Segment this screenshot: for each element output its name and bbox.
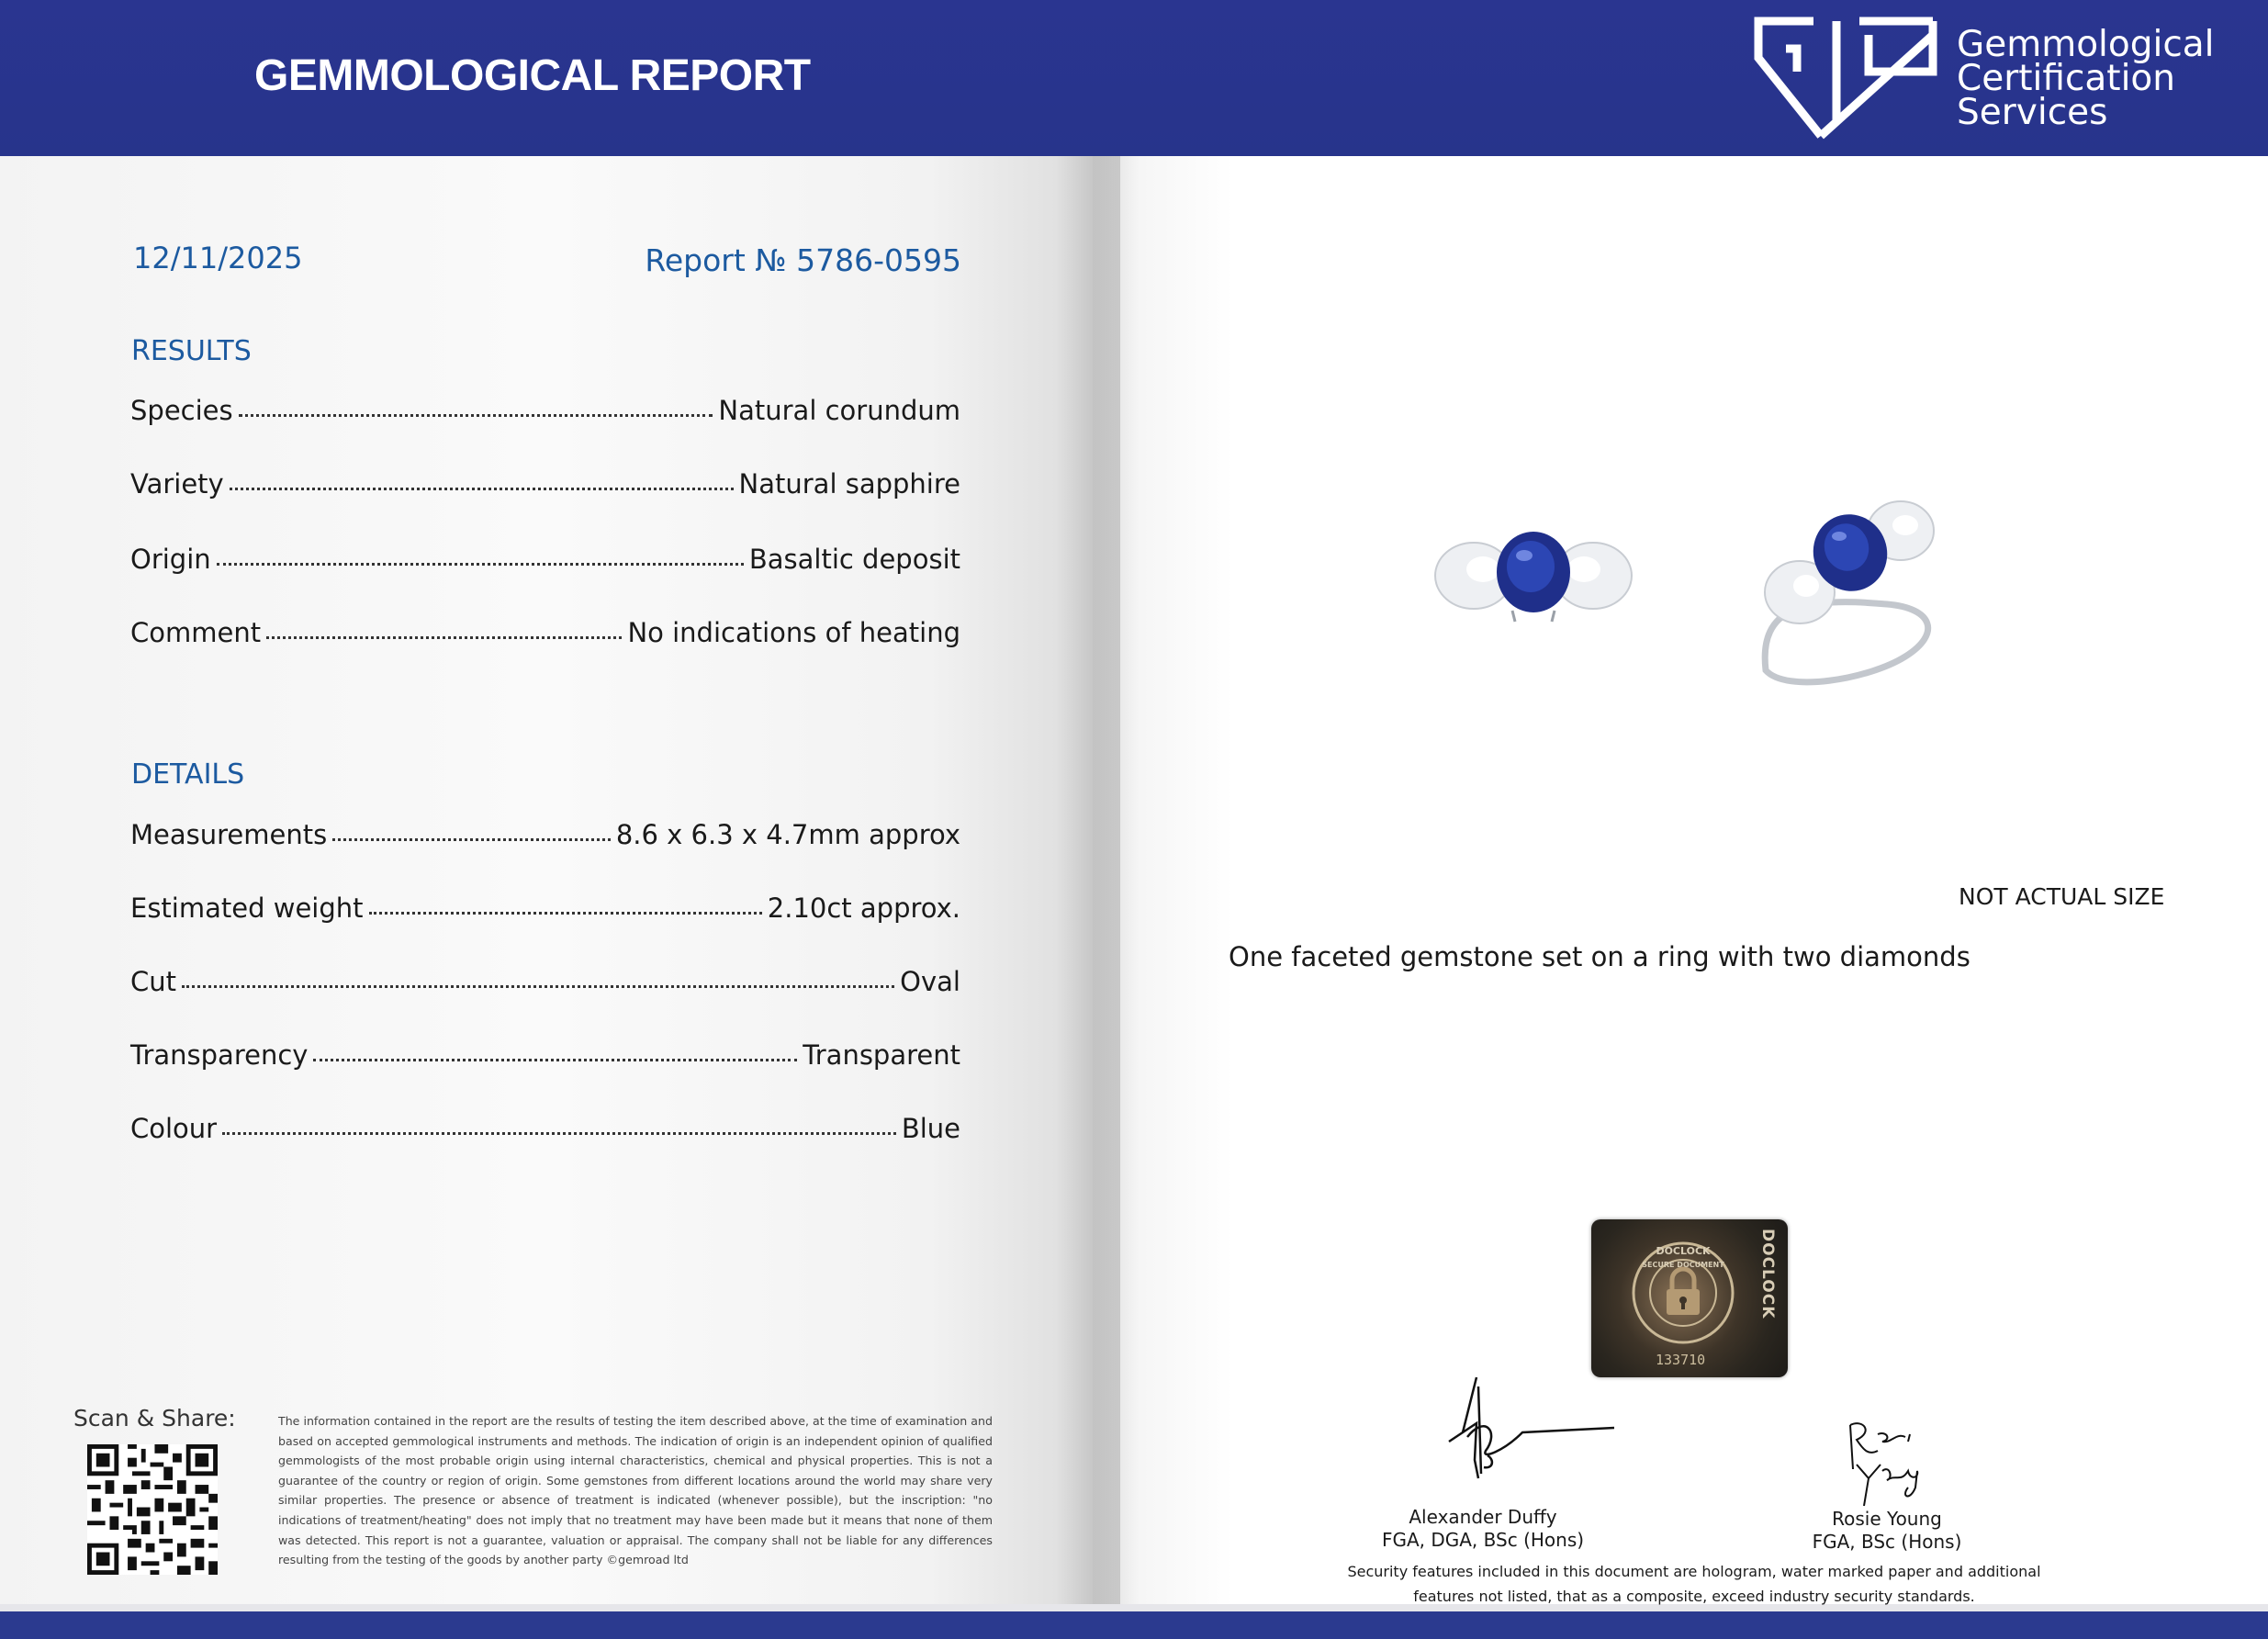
brand-line-3: Services xyxy=(1957,92,2108,133)
dot-leader xyxy=(222,1132,896,1135)
row-label: Origin xyxy=(130,544,211,575)
footer-band-left xyxy=(0,1611,1093,1639)
dot-leader xyxy=(217,563,744,566)
dot-leader xyxy=(369,912,762,915)
row-label: Transparency xyxy=(130,1039,309,1071)
signer-credentials: FGA, DGA, BSc (Hons) xyxy=(1381,1529,1585,1551)
signature-alexander-duffy xyxy=(1421,1368,1614,1497)
details-heading: DETAILS xyxy=(131,758,245,791)
details-row-colour xyxy=(130,1104,960,1144)
signer-1 xyxy=(1368,1506,1598,1552)
dot-leader xyxy=(332,838,611,841)
not-actual-size-label: NOT ACTUAL SIZE xyxy=(1959,883,2165,910)
row-value: Natural corundum xyxy=(718,395,960,426)
row-value: No indications of heating xyxy=(627,617,960,648)
security-note xyxy=(1336,1559,2052,1609)
footer-band-right xyxy=(1093,1611,2268,1639)
signature-rosie-young xyxy=(1836,1414,1947,1510)
details-row-cut xyxy=(130,957,960,997)
security-line-1: Security features included in this document are hologram, water marked paper and additional xyxy=(1347,1563,2041,1580)
row-value: Basaltic deposit xyxy=(748,544,960,575)
report-title: GEMMOLOGICAL REPORT xyxy=(254,51,811,100)
hologram-side-text: DOCLOCK xyxy=(1758,1229,1777,1319)
row-label: Species xyxy=(130,395,233,426)
row-value: 8.6 x 6.3 x 4.7mm approx xyxy=(615,819,960,850)
signer-name: Rosie Young xyxy=(1832,1508,1942,1530)
row-value: Blue xyxy=(901,1113,960,1144)
row-value: Natural sapphire xyxy=(738,468,960,500)
scan-share-label: Scan & Share: xyxy=(73,1405,236,1431)
qr-code-icon[interactable] xyxy=(87,1444,218,1575)
results-row-variety xyxy=(130,459,960,500)
row-label: Comment xyxy=(130,617,262,648)
ring-angled-image xyxy=(1749,496,1951,689)
gcs-logo-icon xyxy=(1749,17,1948,145)
ring-front-image xyxy=(1428,519,1639,629)
security-hologram xyxy=(1591,1219,1788,1377)
hologram-arc-text: DOCLOCK xyxy=(1656,1245,1711,1257)
row-label: Measurements xyxy=(130,819,328,850)
signer-credentials: FGA, BSc (Hons) xyxy=(1812,1531,1962,1553)
row-label: Variety xyxy=(130,468,224,500)
dot-leader xyxy=(239,414,713,417)
hologram-ring-text: SECURE DOCUMENT xyxy=(1642,1261,1724,1269)
brand-line-1: Gemmological xyxy=(1957,24,2215,65)
results-heading: RESULTS xyxy=(131,335,252,367)
dot-leader xyxy=(313,1059,797,1061)
dot-leader xyxy=(230,488,734,490)
signer-2 xyxy=(1772,1508,2002,1554)
hologram-number: 133710 xyxy=(1656,1352,1706,1368)
dot-leader xyxy=(266,636,622,639)
row-label: Colour xyxy=(130,1113,218,1144)
right-page xyxy=(1093,0,2268,1639)
details-row-measurements xyxy=(130,810,960,850)
report-date: 12/11/2025 xyxy=(133,241,303,275)
signer-name: Alexander Duffy xyxy=(1409,1506,1557,1528)
row-value: Transparent xyxy=(803,1039,960,1071)
footer-strip-left xyxy=(0,1604,1093,1611)
results-row-comment xyxy=(130,608,960,648)
brand-line-2: Certification xyxy=(1957,58,2175,99)
details-row-weight xyxy=(130,883,960,924)
row-value: 2.10ct approx. xyxy=(767,892,960,924)
report-number: Report № 5786-0595 xyxy=(645,242,961,278)
results-row-origin xyxy=(130,534,960,575)
brand-name xyxy=(1957,24,2215,133)
book-gutter xyxy=(1056,156,1120,1604)
details-row-transparency xyxy=(130,1030,960,1071)
left-page xyxy=(0,0,1093,1639)
item-description: One faceted gemstone set on a ring with two diamonds xyxy=(1229,941,1970,972)
dot-leader xyxy=(182,985,894,988)
row-label: Estimated weight xyxy=(130,892,364,924)
padlock-icon xyxy=(1628,1238,1738,1348)
disclaimer-text: The information contained in the report are the results of testing the item described above, at the time of examination and based on accepted gemmological instruments and methods. The indication of origin is an independent opinion of qualified gemmologists of the most probable origin using internal characteristics, chemical and physical properties. This is not a guarantee of the country or region of origin. Some gemstones from different locations around the world may share very similar properties. The presence or absence of treatment is indicated (whenever possible), but the inscription: "no indications of treatment/heating" does not imply that no treatment may have been made but it means that none of them was detected. This report is not a guarantee, valuation or appraisal. The company shall not be liable for any differences resulting from the testing of the goods by another party ©gemroad ltd xyxy=(278,1414,993,1567)
row-value: Oval xyxy=(900,966,960,997)
results-row-species xyxy=(130,386,960,426)
row-label: Cut xyxy=(130,966,176,997)
security-line-2: features not listed, that as a composite, exceed industry security standards. xyxy=(1413,1588,1975,1605)
